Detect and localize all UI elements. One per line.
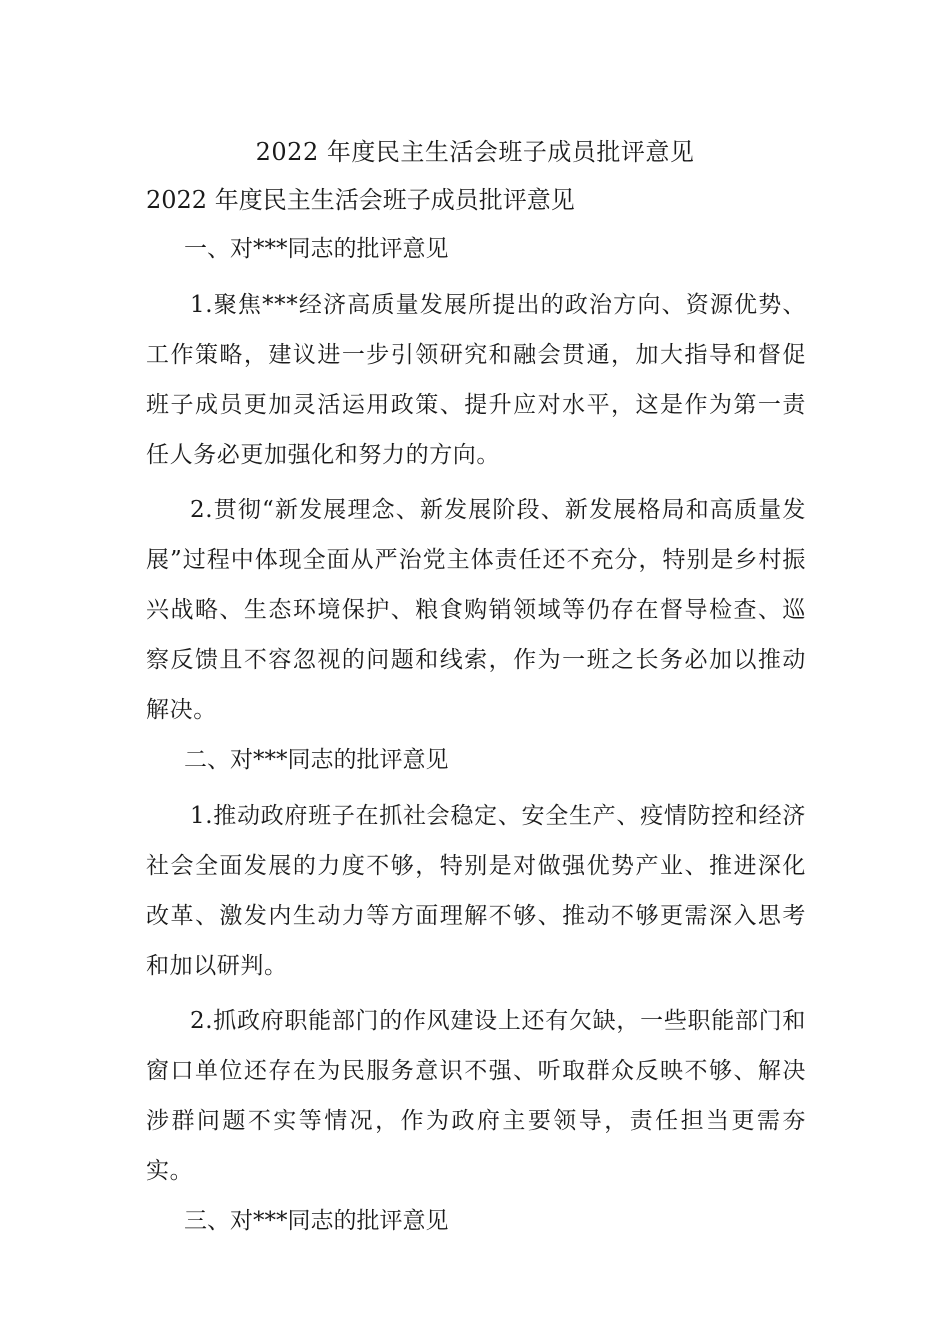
section-1-paragraph-2: 2.贯彻“新发展理念、新发展阶段、新发展格局和高质量发展”过程中体现全面从严治党主体责任还不充分，特别是乡村振兴战略、生态环境保护、粮食购销领域等仍存在督导检查、巡察反馈且不容忽视的问题和线索，作为一班之长务必加以推动解决。 (146, 497, 806, 723)
document-body (146, 180, 806, 1252)
section-2-paragraph-2: 2.抓政府职能部门的作风建设上还有欠缺，一些职能部门和窗口单位还存在为民服务意识不强、听取群众反映不够、解决涉群问题不实等情况，作为政府主要领导，责任担当更需夯实。 (146, 1008, 806, 1184)
section-2-paragraph-1: 1.推动政府班子在抓社会稳定、安全生产、疫情防控和经济社会全面发展的力度不够，特别是对做强优势产业、推进深化改革、激发内生动力等方面理解不够、推动不够更需深入思考和加以研判。 (146, 803, 806, 979)
document-subtitle: 2022 年度民主生活会班子成员批评意见 (146, 186, 575, 214)
section-heading-3: 三、对***同志的批评意见 (184, 1208, 449, 1234)
section-heading-1: 一、对***同志的批评意见 (184, 236, 449, 262)
section-1-paragraph-1: 1.聚焦***经济高质量发展所提出的政治方向、资源优势、工作策略，建议进一步引领研究和融会贯通，加大指导和督促班子成员更加灵活运用政策、提升应对水平，这是作为第一责任人务必更加强化和努力的方向。 (146, 292, 806, 468)
section-heading-2: 二、对***同志的批评意见 (184, 747, 449, 773)
document-title: 2022 年度民主生活会班子成员批评意见 (255, 138, 695, 166)
